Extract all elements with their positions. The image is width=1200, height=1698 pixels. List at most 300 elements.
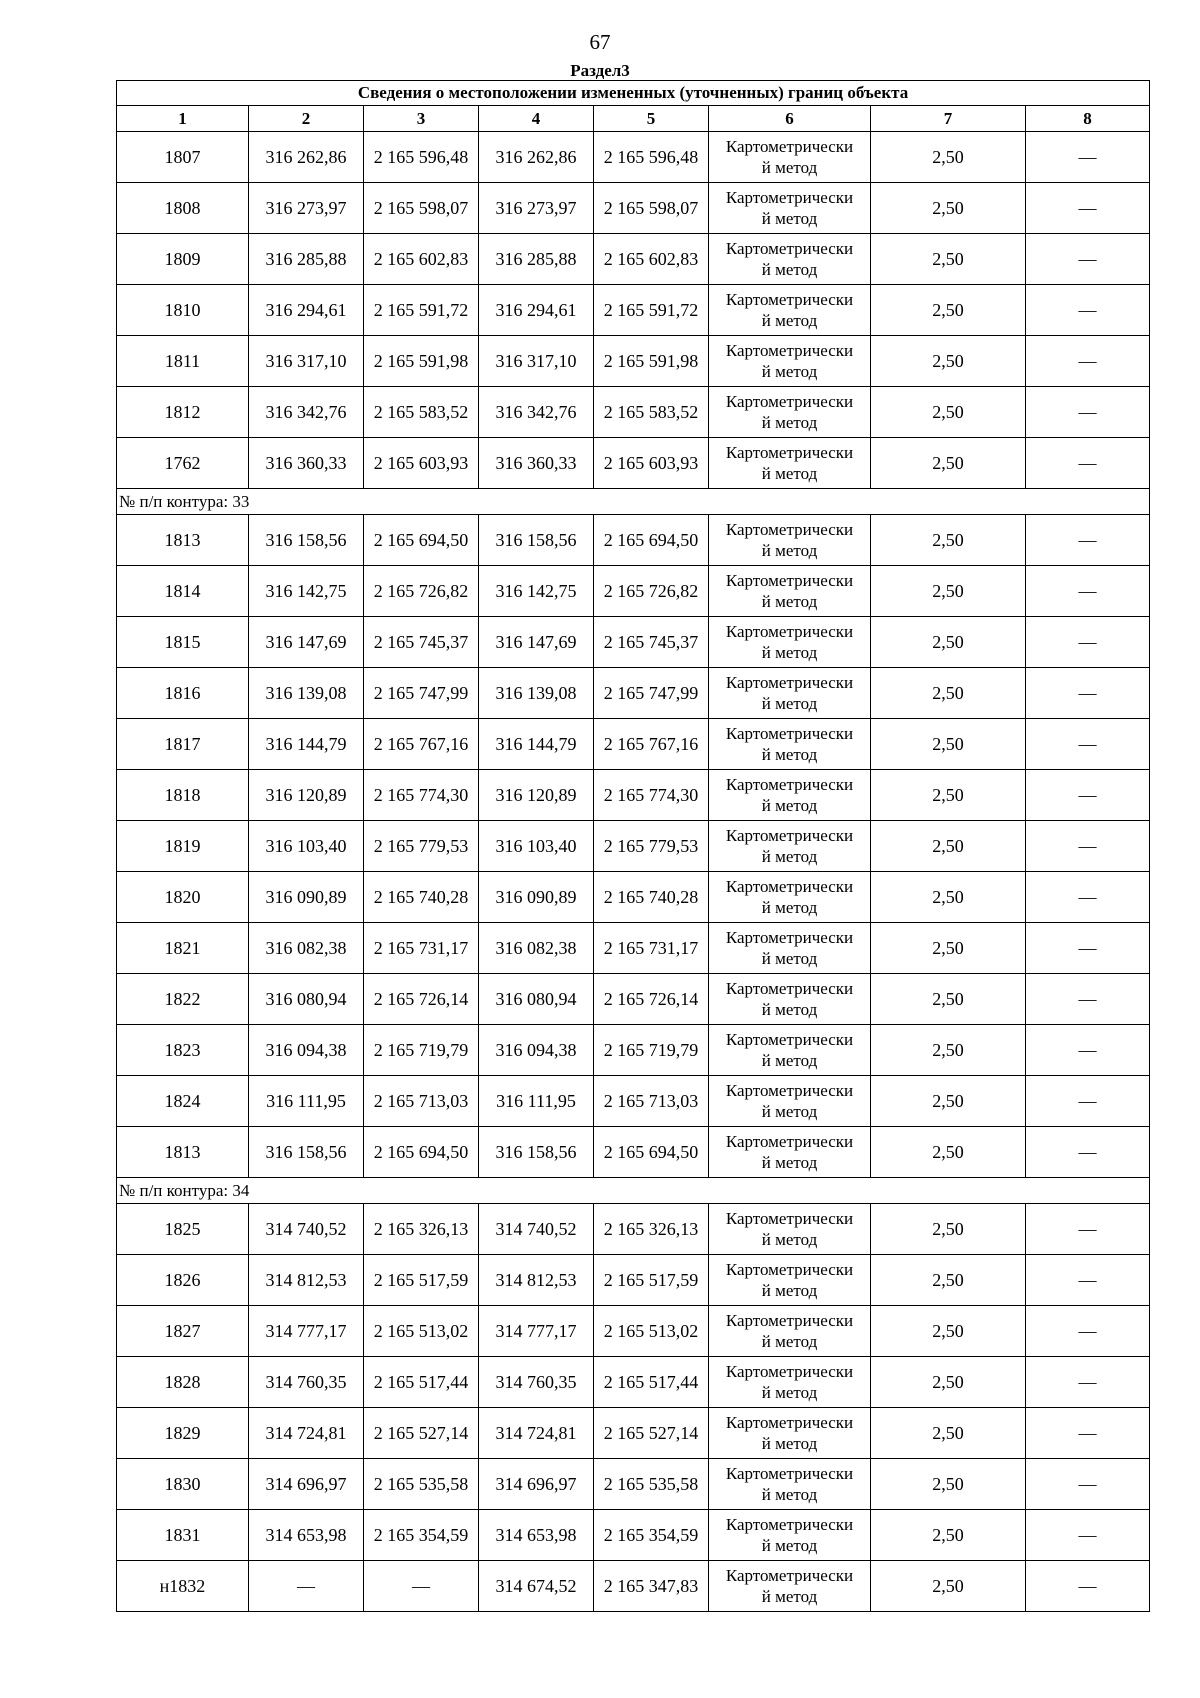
y-old-cell: 2 165 513,02 xyxy=(364,1306,479,1357)
column-8-cell: — xyxy=(1026,1459,1150,1510)
method-text-line2: й метод xyxy=(761,464,818,483)
y-old-cell: 2 165 731,17 xyxy=(364,923,479,974)
column-8-cell: — xyxy=(1026,1306,1150,1357)
method-text-line1: Картометрически xyxy=(725,137,854,156)
contour-header-row xyxy=(117,1178,1150,1204)
x-new-cell: 316 103,40 xyxy=(479,821,594,872)
table-caption: Сведения о местоположении измененных (уточненных) границ объекта xyxy=(117,81,1150,106)
table-row xyxy=(117,770,1150,821)
x-old-cell: 316 111,95 xyxy=(249,1076,364,1127)
y-new-cell: 2 165 598,07 xyxy=(594,183,709,234)
method-text-line2: й метод xyxy=(761,541,818,560)
x-new-cell: 316 090,89 xyxy=(479,872,594,923)
method-cell xyxy=(709,1204,871,1255)
accuracy-cell: 2,50 xyxy=(871,336,1026,387)
column-8-cell: — xyxy=(1026,770,1150,821)
contour-header-row xyxy=(117,489,1150,515)
x-old-cell: 316 317,10 xyxy=(249,336,364,387)
table-body xyxy=(117,132,1150,1612)
point-number-cell: 1762 xyxy=(117,438,249,489)
method-text-line2: й метод xyxy=(761,1434,818,1453)
y-new-cell: 2 165 726,82 xyxy=(594,566,709,617)
y-old-cell: 2 165 596,48 xyxy=(364,132,479,183)
x-new-cell: 316 139,08 xyxy=(479,668,594,719)
x-old-cell: 316 360,33 xyxy=(249,438,364,489)
point-number-cell: 1809 xyxy=(117,234,249,285)
column-8-cell: — xyxy=(1026,923,1150,974)
column-number: 4 xyxy=(479,106,594,132)
method-text-line1: Картометрически xyxy=(725,673,854,692)
column-8-cell: — xyxy=(1026,438,1150,489)
accuracy-cell: 2,50 xyxy=(871,668,1026,719)
x-new-cell: 314 724,81 xyxy=(479,1408,594,1459)
table-row xyxy=(117,1127,1150,1178)
method-cell xyxy=(709,336,871,387)
x-new-cell: 316 111,95 xyxy=(479,1076,594,1127)
y-new-cell: 2 165 517,59 xyxy=(594,1255,709,1306)
x-old-cell: 316 120,89 xyxy=(249,770,364,821)
table-row xyxy=(117,1408,1150,1459)
method-text-line1: Картометрически xyxy=(725,571,854,590)
method-text-line2: й метод xyxy=(761,413,818,432)
x-new-cell: 314 812,53 xyxy=(479,1255,594,1306)
column-8-cell: — xyxy=(1026,515,1150,566)
y-new-cell: 2 165 591,72 xyxy=(594,285,709,336)
method-text-line2: й метод xyxy=(761,745,818,764)
method-text-line1: Картометрически xyxy=(725,928,854,947)
method-text-line2: й метод xyxy=(761,1102,818,1121)
point-number-cell: 1813 xyxy=(117,515,249,566)
table-row xyxy=(117,515,1150,566)
point-number-cell: 1813 xyxy=(117,1127,249,1178)
method-text-line1: Картометрически xyxy=(725,1081,854,1100)
y-new-cell: 2 165 740,28 xyxy=(594,872,709,923)
method-text-line1: Картометрически xyxy=(725,979,854,998)
point-number-cell: 1822 xyxy=(117,974,249,1025)
point-number-cell: 1808 xyxy=(117,183,249,234)
method-text-line1: Картометрически xyxy=(725,1311,854,1330)
method-text-line2: й метод xyxy=(761,1000,818,1019)
column-8-cell: — xyxy=(1026,974,1150,1025)
x-old-cell: 316 080,94 xyxy=(249,974,364,1025)
x-new-cell: 316 144,79 xyxy=(479,719,594,770)
y-old-cell: 2 165 719,79 xyxy=(364,1025,479,1076)
method-cell xyxy=(709,183,871,234)
method-text-line2: й метод xyxy=(761,898,818,917)
accuracy-cell: 2,50 xyxy=(871,285,1026,336)
method-text-line1: Картометрически xyxy=(725,1515,854,1534)
method-cell xyxy=(709,821,871,872)
x-new-cell: 316 120,89 xyxy=(479,770,594,821)
accuracy-cell: 2,50 xyxy=(871,872,1026,923)
method-text-line1: Картометрически xyxy=(725,1132,854,1151)
method-cell xyxy=(709,1357,871,1408)
y-new-cell: 2 165 747,99 xyxy=(594,668,709,719)
column-8-cell: — xyxy=(1026,387,1150,438)
column-8-cell: — xyxy=(1026,1204,1150,1255)
column-8-cell: — xyxy=(1026,1357,1150,1408)
point-number-cell: 1819 xyxy=(117,821,249,872)
method-cell xyxy=(709,1076,871,1127)
y-new-cell: 2 165 694,50 xyxy=(594,1127,709,1178)
method-cell xyxy=(709,234,871,285)
method-text-line1: Картометрически xyxy=(725,188,854,207)
method-text-line2: й метод xyxy=(761,1051,818,1070)
y-old-cell: 2 165 747,99 xyxy=(364,668,479,719)
point-number-cell: 1826 xyxy=(117,1255,249,1306)
accuracy-cell: 2,50 xyxy=(871,1255,1026,1306)
method-text-line1: Картометрически xyxy=(725,520,854,539)
x-new-cell: 314 674,52 xyxy=(479,1561,594,1612)
column-8-cell: — xyxy=(1026,617,1150,668)
accuracy-cell: 2,50 xyxy=(871,1561,1026,1612)
x-new-cell: 316 360,33 xyxy=(479,438,594,489)
method-text-line2: й метод xyxy=(761,1230,818,1249)
y-old-cell: 2 165 517,59 xyxy=(364,1255,479,1306)
accuracy-cell: 2,50 xyxy=(871,515,1026,566)
x-new-cell: 314 696,97 xyxy=(479,1459,594,1510)
x-old-cell: 316 082,38 xyxy=(249,923,364,974)
y-old-cell: 2 165 354,59 xyxy=(364,1510,479,1561)
method-text-line1: Картометрически xyxy=(725,1413,854,1432)
y-old-cell: 2 165 598,07 xyxy=(364,183,479,234)
x-old-cell: 316 342,76 xyxy=(249,387,364,438)
accuracy-cell: 2,50 xyxy=(871,1408,1026,1459)
table-row xyxy=(117,1357,1150,1408)
point-number-cell: 1815 xyxy=(117,617,249,668)
y-new-cell: 2 165 326,13 xyxy=(594,1204,709,1255)
method-cell xyxy=(709,617,871,668)
y-old-cell: — xyxy=(364,1561,479,1612)
x-new-cell: 314 740,52 xyxy=(479,1204,594,1255)
y-new-cell: 2 165 527,14 xyxy=(594,1408,709,1459)
x-old-cell: 316 144,79 xyxy=(249,719,364,770)
method-cell xyxy=(709,566,871,617)
y-new-cell: 2 165 731,17 xyxy=(594,923,709,974)
method-text-line2: й метод xyxy=(761,949,818,968)
table-row xyxy=(117,719,1150,770)
x-old-cell: 314 777,17 xyxy=(249,1306,364,1357)
method-text-line1: Картометрически xyxy=(725,622,854,641)
accuracy-cell: 2,50 xyxy=(871,1510,1026,1561)
y-new-cell: 2 165 513,02 xyxy=(594,1306,709,1357)
x-new-cell: 316 082,38 xyxy=(479,923,594,974)
y-new-cell: 2 165 602,83 xyxy=(594,234,709,285)
point-number-cell: 1825 xyxy=(117,1204,249,1255)
method-cell xyxy=(709,1255,871,1306)
method-text-line2: й метод xyxy=(761,694,818,713)
y-new-cell: 2 165 694,50 xyxy=(594,515,709,566)
method-text-line1: Картометрически xyxy=(725,1209,854,1228)
y-new-cell: 2 165 583,52 xyxy=(594,387,709,438)
boundary-coordinates-table xyxy=(116,80,1150,1612)
column-number: 8 xyxy=(1026,106,1150,132)
y-new-cell: 2 165 535,58 xyxy=(594,1459,709,1510)
x-old-cell: 316 158,56 xyxy=(249,515,364,566)
table-row xyxy=(117,821,1150,872)
table-row xyxy=(117,387,1150,438)
column-8-cell: — xyxy=(1026,1510,1150,1561)
method-text-line1: Картометрически xyxy=(725,1362,854,1381)
table-row xyxy=(117,974,1150,1025)
y-old-cell: 2 165 713,03 xyxy=(364,1076,479,1127)
column-8-cell: — xyxy=(1026,183,1150,234)
method-text-line2: й метод xyxy=(761,796,818,815)
table-row xyxy=(117,566,1150,617)
method-text-line1: Картометрически xyxy=(725,1030,854,1049)
method-cell xyxy=(709,387,871,438)
y-old-cell: 2 165 726,14 xyxy=(364,974,479,1025)
y-new-cell: 2 165 517,44 xyxy=(594,1357,709,1408)
method-cell xyxy=(709,1306,871,1357)
x-old-cell: 316 273,97 xyxy=(249,183,364,234)
method-text-line2: й метод xyxy=(761,1383,818,1402)
x-old-cell: 314 724,81 xyxy=(249,1408,364,1459)
method-text-line1: Картометрически xyxy=(725,724,854,743)
method-text-line2: й метод xyxy=(761,1536,818,1555)
column-number: 6 xyxy=(709,106,871,132)
method-cell xyxy=(709,285,871,336)
y-old-cell: 2 165 517,44 xyxy=(364,1357,479,1408)
accuracy-cell: 2,50 xyxy=(871,770,1026,821)
method-cell xyxy=(709,719,871,770)
column-number: 7 xyxy=(871,106,1026,132)
point-number-cell: 1831 xyxy=(117,1510,249,1561)
y-new-cell: 2 165 779,53 xyxy=(594,821,709,872)
table-row xyxy=(117,1204,1150,1255)
method-cell xyxy=(709,770,871,821)
table-row xyxy=(117,668,1150,719)
accuracy-cell: 2,50 xyxy=(871,438,1026,489)
x-new-cell: 314 760,35 xyxy=(479,1357,594,1408)
y-old-cell: 2 165 694,50 xyxy=(364,515,479,566)
column-8-cell: — xyxy=(1026,668,1150,719)
x-old-cell: 314 696,97 xyxy=(249,1459,364,1510)
point-number-cell: 1818 xyxy=(117,770,249,821)
x-old-cell: 314 760,35 xyxy=(249,1357,364,1408)
y-old-cell: 2 165 745,37 xyxy=(364,617,479,668)
y-old-cell: 2 165 527,14 xyxy=(364,1408,479,1459)
y-new-cell: 2 165 354,59 xyxy=(594,1510,709,1561)
method-cell xyxy=(709,872,871,923)
x-old-cell: 314 812,53 xyxy=(249,1255,364,1306)
table-row xyxy=(117,1459,1150,1510)
column-8-cell: — xyxy=(1026,336,1150,387)
method-text-line2: й метод xyxy=(761,362,818,381)
accuracy-cell: 2,50 xyxy=(871,566,1026,617)
y-old-cell: 2 165 740,28 xyxy=(364,872,479,923)
column-number: 2 xyxy=(249,106,364,132)
accuracy-cell: 2,50 xyxy=(871,923,1026,974)
point-number-cell: 1814 xyxy=(117,566,249,617)
x-old-cell: 314 740,52 xyxy=(249,1204,364,1255)
point-number-cell: 1823 xyxy=(117,1025,249,1076)
x-old-cell: 316 139,08 xyxy=(249,668,364,719)
method-cell xyxy=(709,438,871,489)
table-row xyxy=(117,285,1150,336)
accuracy-cell: 2,50 xyxy=(871,1357,1026,1408)
accuracy-cell: 2,50 xyxy=(871,1306,1026,1357)
column-8-cell: — xyxy=(1026,821,1150,872)
method-text-line1: Картометрически xyxy=(725,877,854,896)
column-8-cell: — xyxy=(1026,132,1150,183)
y-old-cell: 2 165 694,50 xyxy=(364,1127,479,1178)
accuracy-cell: 2,50 xyxy=(871,387,1026,438)
section-title: Раздел3 xyxy=(570,61,630,80)
method-text-line1: Картометрически xyxy=(725,239,854,258)
method-text-line2: й метод xyxy=(761,643,818,662)
point-number-cell: 1827 xyxy=(117,1306,249,1357)
y-new-cell: 2 165 603,93 xyxy=(594,438,709,489)
x-new-cell: 316 317,10 xyxy=(479,336,594,387)
column-8-cell: — xyxy=(1026,234,1150,285)
x-old-cell: 316 294,61 xyxy=(249,285,364,336)
method-cell xyxy=(709,923,871,974)
method-text-line2: й метод xyxy=(761,209,818,228)
y-new-cell: 2 165 719,79 xyxy=(594,1025,709,1076)
method-text-line1: Картометрически xyxy=(725,290,854,309)
table-row xyxy=(117,132,1150,183)
table-row xyxy=(117,1306,1150,1357)
y-old-cell: 2 165 591,98 xyxy=(364,336,479,387)
method-text-line2: й метод xyxy=(761,1332,818,1351)
y-old-cell: 2 165 774,30 xyxy=(364,770,479,821)
method-cell xyxy=(709,515,871,566)
method-cell xyxy=(709,974,871,1025)
table-row xyxy=(117,234,1150,285)
column-8-cell: — xyxy=(1026,1025,1150,1076)
column-8-cell: — xyxy=(1026,1076,1150,1127)
point-number-cell: 1829 xyxy=(117,1408,249,1459)
accuracy-cell: 2,50 xyxy=(871,617,1026,668)
x-new-cell: 316 142,75 xyxy=(479,566,594,617)
x-old-cell: 316 090,89 xyxy=(249,872,364,923)
x-new-cell: 316 158,56 xyxy=(479,515,594,566)
method-cell xyxy=(709,1561,871,1612)
x-new-cell: 314 653,98 xyxy=(479,1510,594,1561)
method-cell xyxy=(709,668,871,719)
method-text-line2: й метод xyxy=(761,260,818,279)
accuracy-cell: 2,50 xyxy=(871,1459,1026,1510)
accuracy-cell: 2,50 xyxy=(871,183,1026,234)
point-number-cell: н1832 xyxy=(117,1561,249,1612)
method-text-line2: й метод xyxy=(761,1153,818,1172)
column-8-cell: — xyxy=(1026,1127,1150,1178)
table-row xyxy=(117,336,1150,387)
method-cell xyxy=(709,1025,871,1076)
column-8-cell: — xyxy=(1026,719,1150,770)
column-number-row xyxy=(117,106,1150,132)
accuracy-cell: 2,50 xyxy=(871,821,1026,872)
contour-label: № п/п контура: 33 xyxy=(117,489,1150,515)
table-row xyxy=(117,872,1150,923)
method-text-line1: Картометрически xyxy=(725,392,854,411)
x-old-cell: 316 142,75 xyxy=(249,566,364,617)
y-old-cell: 2 165 326,13 xyxy=(364,1204,479,1255)
x-new-cell: 316 273,97 xyxy=(479,183,594,234)
accuracy-cell: 2,50 xyxy=(871,719,1026,770)
method-text-line2: й метод xyxy=(761,311,818,330)
x-old-cell: 316 262,86 xyxy=(249,132,364,183)
point-number-cell: 1812 xyxy=(117,387,249,438)
x-new-cell: 316 262,86 xyxy=(479,132,594,183)
method-text-line1: Картометрически xyxy=(725,826,854,845)
column-8-cell: — xyxy=(1026,1408,1150,1459)
column-8-cell: — xyxy=(1026,1255,1150,1306)
x-new-cell: 316 158,56 xyxy=(479,1127,594,1178)
method-cell xyxy=(709,1459,871,1510)
x-old-cell: 316 094,38 xyxy=(249,1025,364,1076)
y-new-cell: 2 165 726,14 xyxy=(594,974,709,1025)
x-new-cell: 316 080,94 xyxy=(479,974,594,1025)
table-row xyxy=(117,923,1150,974)
method-text-line1: Картометрически xyxy=(725,341,854,360)
point-number-cell: 1811 xyxy=(117,336,249,387)
x-new-cell: 316 147,69 xyxy=(479,617,594,668)
point-number-cell: 1817 xyxy=(117,719,249,770)
point-number-cell: 1807 xyxy=(117,132,249,183)
method-text-line1: Картометрически xyxy=(725,775,854,794)
y-new-cell: 2 165 713,03 xyxy=(594,1076,709,1127)
accuracy-cell: 2,50 xyxy=(871,974,1026,1025)
accuracy-cell: 2,50 xyxy=(871,1127,1026,1178)
method-cell xyxy=(709,1127,871,1178)
point-number-cell: 1810 xyxy=(117,285,249,336)
x-old-cell: 314 653,98 xyxy=(249,1510,364,1561)
method-text-line1: Картометрически xyxy=(725,1260,854,1279)
x-new-cell: 316 094,38 xyxy=(479,1025,594,1076)
x-new-cell: 316 294,61 xyxy=(479,285,594,336)
y-old-cell: 2 165 726,82 xyxy=(364,566,479,617)
y-new-cell: 2 165 774,30 xyxy=(594,770,709,821)
table-row xyxy=(117,1076,1150,1127)
y-old-cell: 2 165 535,58 xyxy=(364,1459,479,1510)
point-number-cell: 1821 xyxy=(117,923,249,974)
y-new-cell: 2 165 767,16 xyxy=(594,719,709,770)
accuracy-cell: 2,50 xyxy=(871,132,1026,183)
method-text-line1: Картометрически xyxy=(725,1566,854,1585)
x-new-cell: 316 342,76 xyxy=(479,387,594,438)
y-old-cell: 2 165 591,72 xyxy=(364,285,479,336)
page-number: 67 xyxy=(589,30,611,54)
column-8-cell: — xyxy=(1026,566,1150,617)
y-old-cell: 2 165 779,53 xyxy=(364,821,479,872)
y-new-cell: 2 165 591,98 xyxy=(594,336,709,387)
method-cell xyxy=(709,1408,871,1459)
method-text-line2: й метод xyxy=(761,592,818,611)
method-text-line2: й метод xyxy=(761,1281,818,1300)
method-text-line2: й метод xyxy=(761,1485,818,1504)
x-old-cell: 316 103,40 xyxy=(249,821,364,872)
y-old-cell: 2 165 583,52 xyxy=(364,387,479,438)
column-8-cell: — xyxy=(1026,872,1150,923)
method-text-line2: й метод xyxy=(761,1587,818,1606)
x-old-cell: 316 147,69 xyxy=(249,617,364,668)
y-old-cell: 2 165 767,16 xyxy=(364,719,479,770)
point-number-cell: 1824 xyxy=(117,1076,249,1127)
table-row xyxy=(117,1255,1150,1306)
table-row xyxy=(117,183,1150,234)
column-number: 1 xyxy=(117,106,249,132)
method-text-line1: Картометрически xyxy=(725,443,854,462)
x-old-cell: 316 158,56 xyxy=(249,1127,364,1178)
x-new-cell: 316 285,88 xyxy=(479,234,594,285)
table-row xyxy=(117,438,1150,489)
method-cell xyxy=(709,132,871,183)
x-new-cell: 314 777,17 xyxy=(479,1306,594,1357)
point-number-cell: 1830 xyxy=(117,1459,249,1510)
x-old-cell: — xyxy=(249,1561,364,1612)
